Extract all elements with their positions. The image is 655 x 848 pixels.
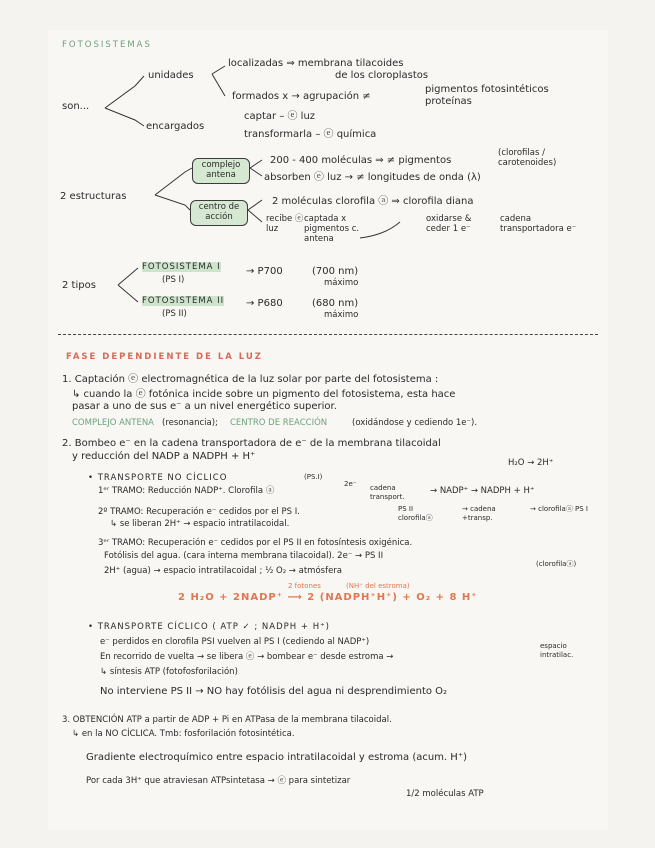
ps2-label: FOTOSISTEMA II (142, 296, 225, 306)
captada-text: captada x pigmentos c. antena (304, 214, 360, 244)
tramo-2b: ↳ se liberan 2H⁺ → espacio intratilacoidal. (110, 519, 290, 529)
p700-text: → P700 (246, 266, 283, 277)
tc-b: En recorrido de vuelta → se libera ⓔ → bombear e⁻ desde estroma → (100, 652, 394, 662)
localizadas-text: localizadas ⇒ membrana tilacoides (228, 58, 404, 69)
oxidarse-text: oxidarse & ceder 1 e⁻ (426, 214, 472, 234)
point-2b: y reducción del NADP a NADPH + H⁺ (72, 451, 256, 462)
transporte-ciclico: • TRANSPORTE CÍCLICO ( ATP ✓ ; NADPH + H⁺) (88, 622, 330, 632)
tramo-1-cadena: cadena transport. (370, 484, 405, 501)
tramo-3: 3ᵉʳ TRAMO: Recuperación e⁻ cedidos por el PS II en fotosíntesis oxigénica. (98, 538, 413, 548)
section-heading: FASE DEPENDIENTE DE LA LUZ (66, 352, 263, 362)
cloroplastos-text: de los cloroplastos (335, 70, 429, 81)
complejo-antena-label: complejo antena (201, 160, 241, 180)
centro-reaccion-label: centro de acción (198, 202, 240, 222)
tramo-3-clorofila: (clorofilaⓐ) (536, 560, 577, 568)
centro-reaccion-note: CENTRO DE REACCIÓN (230, 418, 328, 428)
dos-moleculas-text: 2 moléculas clorofila ⓐ ⇒ clorofila diana (272, 196, 474, 207)
oxidandose-note: (oxidándose y cediendo 1e⁻). (352, 418, 478, 428)
cadena-text: cadena transportadora e⁻ (500, 214, 577, 234)
resonancia-note: (resonancia); (162, 418, 218, 428)
h2o-note: H₂O → 2H⁺ (508, 458, 554, 468)
tramo-2-ps2: PS II clorofilaⓐ (398, 505, 433, 522)
point-3e: 1/2 moléculas ATP (406, 789, 484, 799)
captar-text: captar – ⓔ luz (244, 111, 316, 122)
tramo-2: 2º TRAMO: Recuperación e⁻ cedidos por el PS I. (98, 507, 300, 517)
son-label: son... (62, 101, 90, 112)
tc-c: ↳ síntesis ATP (fotofosforilación) (100, 667, 238, 677)
recibe-text: recibe ⓔ luz (266, 214, 304, 234)
ps2-abbr: (PS II) (162, 309, 187, 319)
tramo-1: 1ᵉʳ TRAMO: Reducción NADP⁺. Clorofila ⓐ (98, 486, 275, 496)
tnc-ps1: (PS.I) (304, 473, 323, 481)
transporte-no-ciclico: • TRANSPORTE NO CÍCLICO (88, 473, 228, 483)
p680-text: → P680 (246, 298, 283, 309)
proteinas-text: proteínas (425, 96, 472, 107)
equation-nh: (NH⁺ del estroma) (346, 582, 410, 590)
point-1: 1. Captación ⓔ electromagnética de la luz solar por parte del fotosistema : (62, 374, 439, 385)
point-3d: Por cada 3H⁺ que atraviesan ATPsintetasa → ⓔ para sintetizar (86, 776, 351, 786)
unidades-label: unidades (148, 70, 194, 81)
point-1a: ↳ cuando la ⓔ fotónica incide sobre un pigmento del fotosistema, esta hace (72, 389, 456, 400)
tramo-3c: 2H⁺ (agua) → espacio intratilacoidal ; ½ O₂ → atmósfera (104, 566, 343, 576)
page-title: FOTOSISTEMAS (62, 40, 152, 50)
tc-espacio: espacio intratilac. (540, 642, 574, 659)
p700-max: máximo (324, 278, 359, 288)
p680-max: máximo (324, 310, 359, 320)
ps1-abbr: (PS I) (162, 275, 185, 285)
tramo-1-2e: 2e⁻ (344, 480, 357, 488)
tramo-1-end: → NADP⁺ → NADPH + H⁺ (430, 486, 535, 496)
point-2: 2. Bombeo e⁻ en la cadena transportadora de e⁻ de la membrana tilacoidal (62, 438, 441, 449)
tc-d: No interviene PS II → NO hay fotólisis del agua ni desprendimiento O₂ (100, 686, 448, 697)
point-3c: Gradiente electroquímico entre espacio intratilacoidal y estroma (acum. H⁺) (86, 752, 468, 763)
moleculas-text: 200 - 400 moléculas ⇒ ≠ pigmentos (270, 155, 452, 166)
point-1b: pasar a uno de sus e⁻ a un nivel energético superior. (72, 401, 337, 412)
p680-nm: (680 nm) (312, 298, 359, 309)
transformar-text: transformarla – ⓔ química (244, 129, 377, 140)
dos-estructuras-label: 2 estructuras (60, 191, 127, 202)
absorben-text: absorben ⓔ luz → ≠ longitudes de onda (λ) (264, 172, 481, 183)
clorofilas-text: (clorofilas / carotenoides) (498, 148, 557, 168)
tc-a: e⁻ perdidos en clorofila PSI vuelven al PS I (cediendo al NADP⁺) (100, 637, 370, 647)
point-3: 3. OBTENCIÓN ATP a partir de ADP + Pi en ATPasa de la membrana tilacoidal. (62, 715, 392, 725)
section-divider (58, 334, 598, 335)
point-3b: ↳ en la NO CÍCLICA. Tmb: fosforilación fotosintética. (72, 729, 295, 739)
encargados-label: encargados (146, 121, 205, 132)
complejo-antena-note: COMPLEJO ANTENA (72, 418, 154, 428)
ps1-label: FOTOSISTEMA I (142, 262, 221, 272)
pigmentos-text: pigmentos fotosintéticos (425, 84, 549, 95)
formados-text: formados x → agrupación ≠ (232, 91, 371, 102)
tramo-3b: Fotólisis del agua. (cara interna membrana tilacoidal). 2e⁻ → PS II (104, 551, 384, 561)
equation-fotones: 2 fotones (288, 582, 321, 590)
tramo-2-cadena: → cadena +transp. (462, 505, 496, 522)
dos-tipos-label: 2 tipos (62, 280, 96, 291)
equation: 2 H₂O + 2NADP⁺ ⟶ 2 (NADPH⁺H⁺) + O₂ + 8 H⁺ (178, 592, 478, 603)
p700-nm: (700 nm) (312, 266, 359, 277)
tramo-2-end: → clorofilaⓐ PS I (530, 505, 588, 513)
